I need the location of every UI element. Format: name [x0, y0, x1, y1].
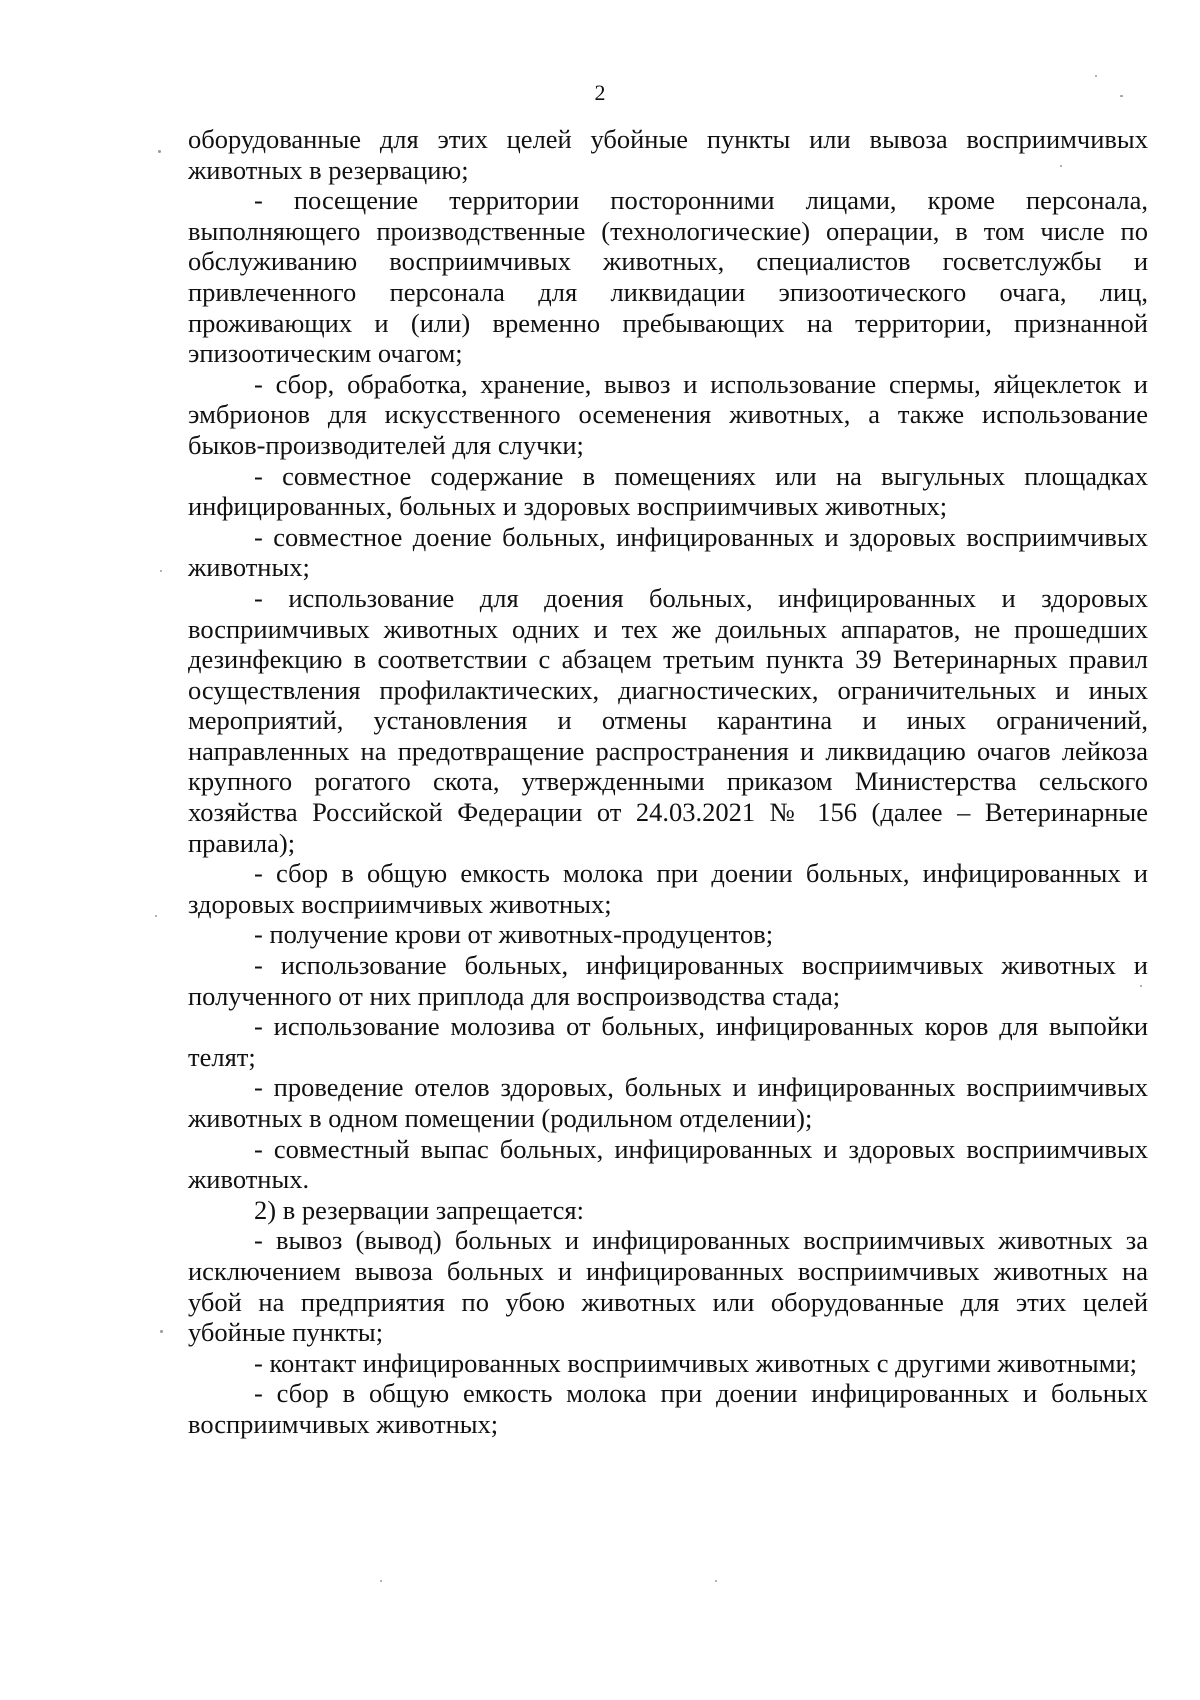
- paragraph: - посещение территории посторонними лицами, кроме персонала, выполняющего производственные (технологические) операции, в том числе по обслуживанию восприимчивых животных, специалистов госветслужбы и привлеченного персонала для ликвидации эпизоотического очага, лиц, проживающих и (или) временно пребывающих на территории, признанной эпизоотическим очагом;: [188, 185, 1148, 369]
- document-body: [188, 124, 1148, 1440]
- paragraph: - сбор, обработка, хранение, вывоз и использование спермы, яйцеклеток и эмбрионов для искусственного осеменения животных, а также использование быков-производителей для случки;: [188, 368, 1148, 460]
- paragraph: - совместное доение больных, инфицированных и здоровых восприимчивых животных;: [188, 521, 1148, 583]
- scan-speck: [380, 1580, 382, 1582]
- page-number: 2: [594, 80, 606, 105]
- paragraph: - получение крови от животных-продуцентов;: [254, 919, 774, 950]
- paragraph: - сбор в общую емкость молока при доении инфицированных и больных восприимчивых животных;: [188, 1378, 1148, 1439]
- paragraph: - использование больных, инфицированных восприимчивых животных и полученного от них приплода для воспроизводства стада;: [188, 950, 1148, 1011]
- scan-speck: [155, 915, 157, 917]
- paragraph: оборудованные для этих целей убойные пункты или вывоза восприимчивых животных в резервацию;: [188, 124, 1148, 185]
- paragraph: 2) в резервации запрещается:: [254, 1194, 584, 1225]
- paragraph: - вывоз (вывод) больных и инфицированных восприимчивых животных за исключением вывоза больных и инфицированных восприимчивых животных на убой на предприятия по убою животных или оборудованные для этих целей убойные пункты;: [188, 1225, 1148, 1348]
- scan-speck: [1095, 75, 1097, 77]
- scan-speck: [1140, 985, 1142, 987]
- scan-speck: [160, 1330, 163, 1333]
- scan-speck: [160, 570, 162, 572]
- scan-speck: [1120, 95, 1123, 97]
- paragraph: - проведение отелов здоровых, больных и инфицированных восприимчивых животных в одном помещении (родильном отделении);: [188, 1072, 1148, 1133]
- scan-speck: [715, 1580, 717, 1582]
- scan-speck: [158, 150, 161, 153]
- scan-speck: [1060, 165, 1062, 167]
- paragraph: - контакт инфицированных восприимчивых животных с другими животными;: [254, 1347, 1138, 1378]
- paragraph: - использование молозива от больных, инфицированных коров для выпойки телят;: [188, 1011, 1148, 1072]
- paragraph: - использование для доения больных, инфицированных и здоровых восприимчивых животных одних и тех же доильных аппаратов, не прошедших дезинфекцию в соответствии с абзацем третьим пункта 39 Ветеринарных правил осуществления профилактических, диагностических, ограничительных и иных мероприятий, установления и отмены карантина и иных ограничений, направленных на предотвращение распространения и ликвидацию очагов лейкоза крупного рогатого скота, утвержденными приказом Министерства сельского хозяйства Российской Федерации от 24.03.2021 № 156 (далее – Ветеринарные правила);: [188, 582, 1148, 858]
- paragraph: - сбор в общую емкость молока при доении больных, инфицированных и здоровых восприимчивых животных;: [188, 858, 1148, 919]
- paragraph: - совместное содержание в помещениях или на выгульных площадках инфицированных, больных и здоровых восприимчивых животных;: [188, 460, 1148, 522]
- paragraph: - совместный выпас больных, инфицированных и здоровых восприимчивых животных.: [188, 1133, 1148, 1195]
